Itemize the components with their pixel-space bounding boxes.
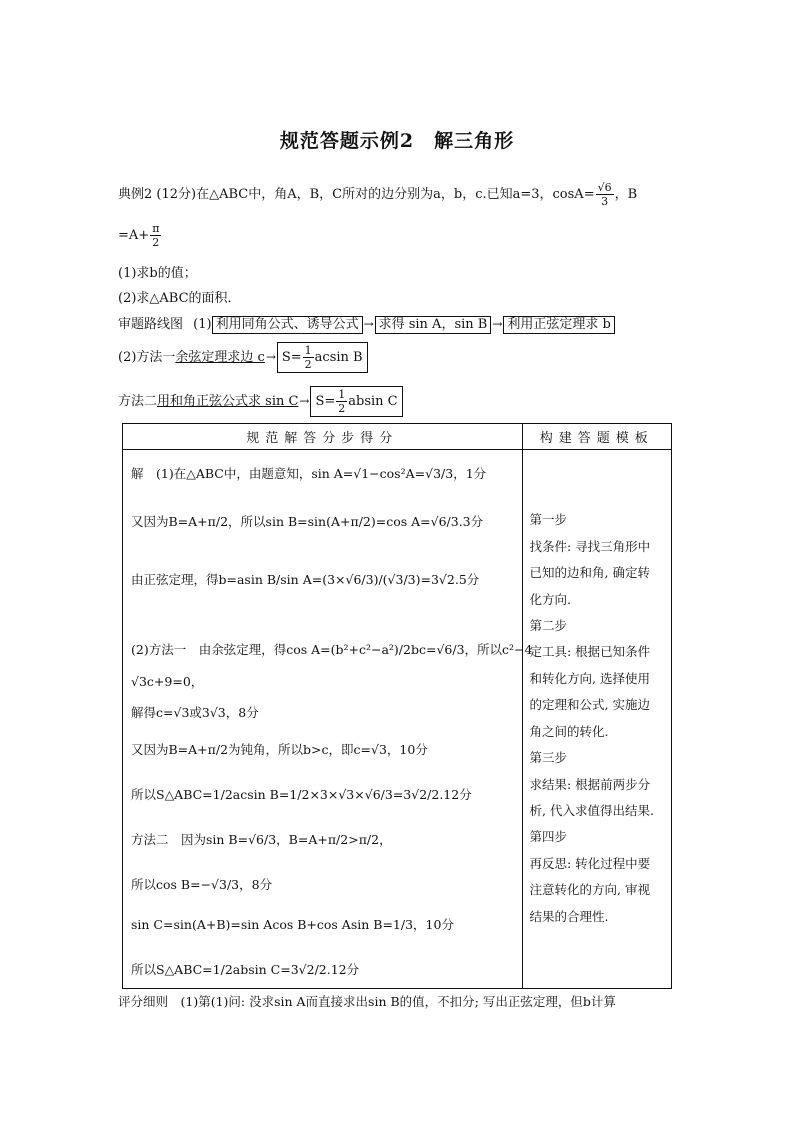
solution-line: sin C=sin(A+B)=sin Acos B+cos Asin B=1/3，10分 xyxy=(131,917,454,932)
roadmap-label: 审题路线图 xyxy=(118,317,184,332)
solution-line: 由正弦定理，得b=asin B/sin A=(3×√6/3)/(√3/3)=3√2.5分 xyxy=(131,572,480,587)
template-line: 结果的合理性. xyxy=(529,909,609,924)
roadmap-area-formula-2: S= $\frac{1}{2}$ absin C xyxy=(310,386,402,417)
solution-line: 解得c=√3或3√3，8分 xyxy=(131,705,259,720)
solution-line: 方法二 因为sin B=√6/3，B=A+π/2>π/2， xyxy=(131,832,392,847)
roadmap-line-3: 方法二用和角正弦公式求 sin C→ S= $\frac{1}{2}$ absin C xyxy=(118,386,403,417)
template-line: 析, 代入求值得出结果. xyxy=(529,803,654,818)
arrow-right-icon: → xyxy=(492,317,503,331)
question-1: (1)求b的值； xyxy=(118,266,197,281)
example-points: (12分) xyxy=(156,187,197,202)
header-template: 构建答题模板 xyxy=(522,424,672,450)
roadmap-line-1: 审题路线图 (1) 利用同角公式、诱导公式 → 求得 sin A，sin B → 利用正弦定理求 b xyxy=(118,313,615,334)
template-line: 角之间的转化. xyxy=(529,724,609,739)
template-line: 求结果: 根据前两步分 xyxy=(529,777,651,792)
template-line: 和转化方向, 选择使用 xyxy=(529,671,650,686)
solution-line: √3c+9=0， xyxy=(131,674,204,689)
template-line: 化方向. xyxy=(529,592,571,607)
example-b-equation: =A+ $\frac{\pi}{2}$ xyxy=(118,222,160,249)
template-line: 已知的边和角, 确定转 xyxy=(529,565,650,580)
template-line: 的定理和公式, 实施边 xyxy=(529,697,650,712)
solution-line: 所以S△ABC=1/2acsin B=1/2×3×√3×√6/3=3√2/2.12分 xyxy=(131,787,472,802)
arrow-right-icon: → xyxy=(299,394,310,408)
example-stem-text: 在△ABC中，角A，B，C所对的边分别为a，b，c.已知a=3，cosA= xyxy=(196,187,595,202)
example-stem-tail: ，B xyxy=(614,187,638,202)
solution-line: (2)方法一 由余弦定理，得cos A=(b²+c²−a²)/2bc=√6/3，所以c²−4 xyxy=(131,642,533,657)
template-line: 第二步 xyxy=(529,618,568,633)
template-line: 定工具: 根据已知条件 xyxy=(529,644,651,659)
solution-line: 又因为B=A+π/2，所以sin B=sin(A+π/2)=cos A=√6/3.3分 xyxy=(131,514,484,529)
template-line: 再反思: 转化过程中要 xyxy=(529,856,651,871)
solution-line: 又因为B=A+π/2为钝角，所以b>c，即c=√3，10分 xyxy=(131,742,428,757)
template-line: 找条件: 寻找三角形中 xyxy=(529,539,651,554)
solution-line: 解 (1)在△ABC中，由题意知，sin A=√1−cos²A=√3/3，1分 xyxy=(131,466,487,481)
arrow-right-icon: → xyxy=(363,317,374,331)
template-line: 第四步 xyxy=(529,829,568,844)
scoring-details: 评分细则 (1)第(1)问: 没求sin A而直接求出sin B的值，不扣分; 写出正弦定理，但b计算 xyxy=(118,994,616,1009)
solution-line: 所以S△ABC=1/2absin C=3√2/2.12分 xyxy=(131,962,360,977)
roadmap-angle-sum: 用和角正弦公式求 sin C xyxy=(157,394,299,409)
arrow-right-icon: → xyxy=(265,350,276,364)
roadmap-cosine-law: 余弦定理求边 c xyxy=(175,350,265,365)
template-line: 第一步 xyxy=(529,512,568,527)
solution-table xyxy=(122,423,672,989)
template-line: 注意转化的方向, 审视 xyxy=(529,882,650,897)
roadmap-box-identities: 利用同角公式、诱导公式 xyxy=(212,316,363,334)
roadmap-line-2: (2)方法一余弦定理求边 c→ S= $\frac{1}{2}$ acsin B xyxy=(118,342,368,373)
template-line: 第三步 xyxy=(529,750,568,765)
roadmap-area-formula-1: S= $\frac{1}{2}$ acsin B xyxy=(277,342,368,373)
example-stem xyxy=(118,181,637,208)
cos-fraction: $\frac{√6}{3}$ xyxy=(597,181,612,208)
question-2: (2)求△ABC的面积． xyxy=(118,291,241,306)
solution-cell xyxy=(123,450,533,989)
roadmap-box-sin: 求得 sin A，sin B xyxy=(375,316,492,334)
solution-line: 所以cos B=−√3/3，8分 xyxy=(131,877,273,892)
example-label: 典例2 xyxy=(118,187,153,202)
template-cell xyxy=(522,450,672,989)
page-title: 规范答题示例2 解三角形 xyxy=(279,130,515,152)
roadmap-box-sine-law: 利用正弦定理求 b xyxy=(503,316,614,334)
header-solution: 规范解答分步得分 xyxy=(123,424,523,450)
